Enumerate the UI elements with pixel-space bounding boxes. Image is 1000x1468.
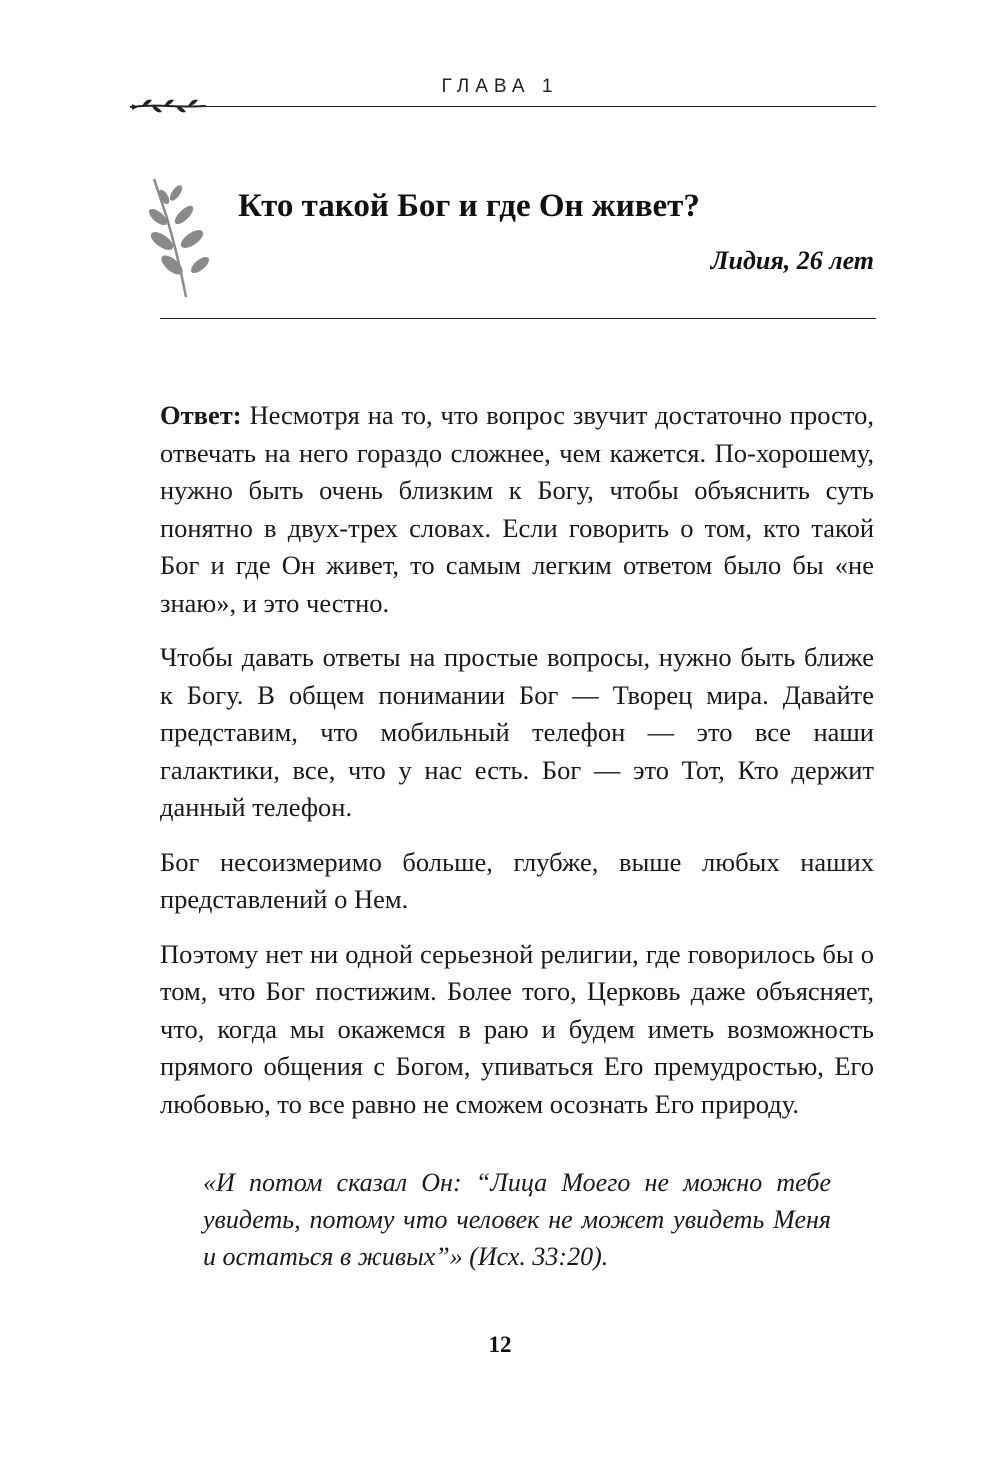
answer-paragraph-text: Несмотря на то, что вопрос звучит достаточно просто, отвечать на него гораздо сложнее, чем кажется. По-хорошему, нужно быть очень близким к Богу, чтобы объяснить суть понятно в двух-трех словах. Если говорить о том, кто такой Бог и где Он живет, то самым легким ответом было бы «не знаю», и это честно. xyxy=(160,400,874,618)
answer-label: Ответ: xyxy=(160,400,242,430)
leaf-sprig-icon xyxy=(146,175,216,300)
answer-paragraph: Бог несоизмеримо больше, глубже, выше любых наших представлений о Нем. xyxy=(160,846,874,914)
question-title: Кто такой Бог и где Он живет? xyxy=(238,188,700,224)
page-number: 12 xyxy=(488,1332,512,1357)
running-head: ГЛАВА 1 xyxy=(441,76,559,97)
answer-paragraph: Чтобы давать ответы на простые вопросы, нужно быть ближе к Богу. В общем понимании Бог — Творец мира. Давайте представим, что мобильный телефон — это все наши галактики, все, что у нас есть. Бог — это Тот, Кто держит данный телефон. xyxy=(160,642,874,822)
vine-ornament-icon xyxy=(128,94,208,118)
title-divider xyxy=(160,318,876,319)
header-divider xyxy=(200,106,876,107)
answer-paragraph: Поэтому нет ни одной серьезной религии, где говорилось бы о том, что Бог постижим. Более того, Церковь даже объясняет, что, когда мы окажемся в раю и будем иметь возможность прямого общения с Богом, упиваться Его премудростью, Его любовью, то все равно не сможем осознать Его природу. xyxy=(160,938,874,1119)
answer-paragraph xyxy=(160,397,874,622)
answer-body xyxy=(160,397,874,1140)
scripture-quote: «И потом сказал Он: “Лица Моего не можно тебе увидеть, потому что человек не может увидеть Меня и остаться в живых”» (Исх. 33:20). xyxy=(203,1168,831,1271)
question-asker: Лидия, 26 лет xyxy=(710,246,874,275)
